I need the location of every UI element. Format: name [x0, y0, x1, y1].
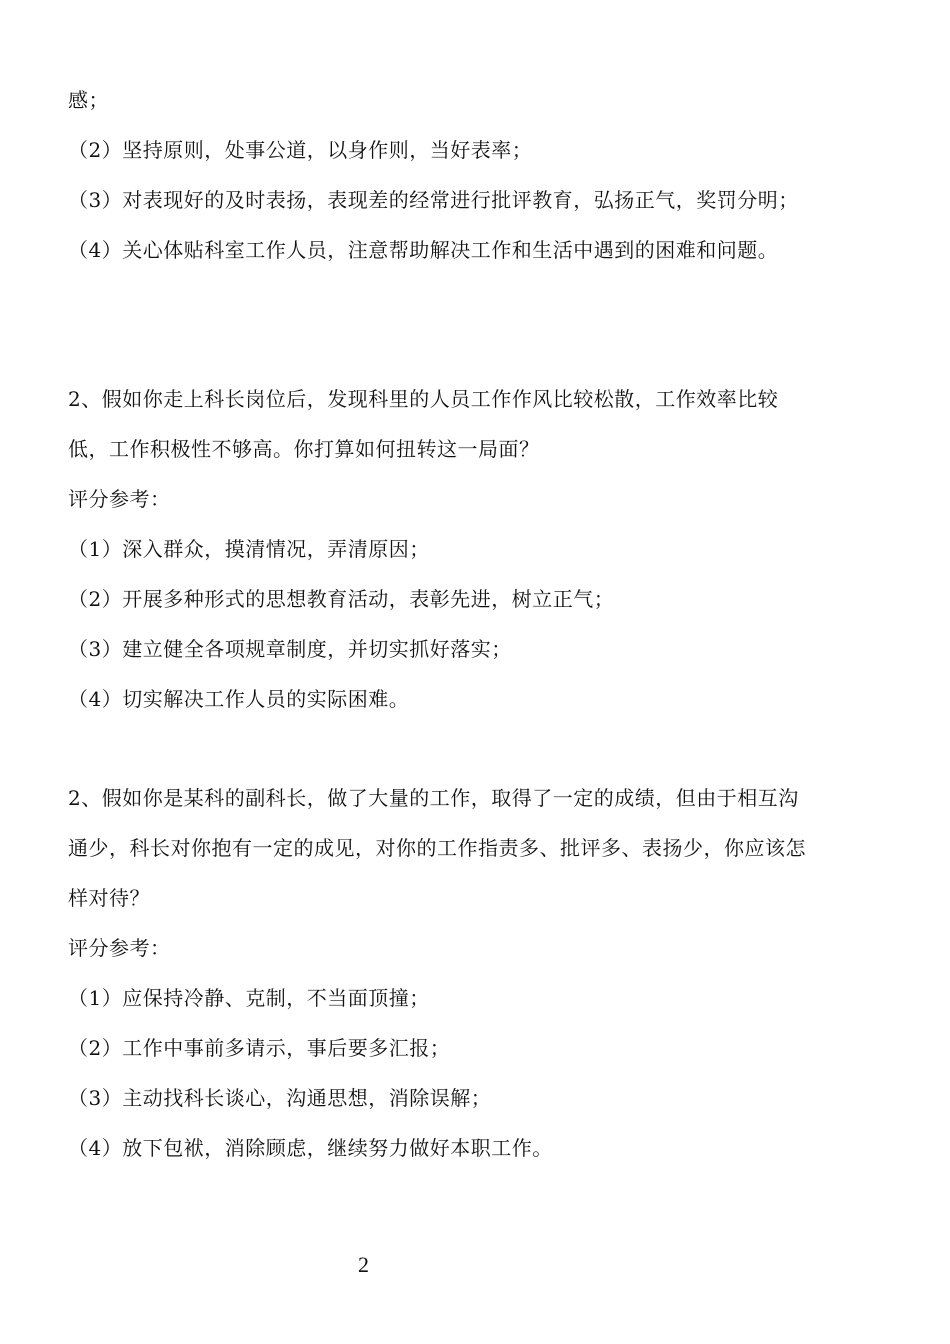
question-line: 样对待？: [68, 886, 150, 910]
question-line: 2、假如你走上科长岗位后，发现科里的人员工作作风比较松散，工作效率比较: [68, 387, 779, 411]
text-line: （2）开展多种形式的思想教育活动，表彰先进，树立正气；: [68, 587, 615, 611]
text-line: （2）坚持原则，处事公道，以身作则，当好表率；: [68, 138, 533, 162]
text-line: （1）应保持冷静、克制，不当面顶撞；: [68, 986, 430, 1010]
text-line: （1）深入群众，摸清情况，弄清原因；: [68, 537, 430, 561]
section-heading: 评分参考：: [68, 487, 171, 511]
text-line: 感；: [68, 88, 109, 112]
text-line: （3）主动找科长谈心，沟通思想，消除误解；: [68, 1086, 492, 1110]
question-line: 2、假如你是某科的副科长，做了大量的工作，取得了一定的成绩，但由于相互沟: [68, 786, 799, 810]
text-line: （3）建立健全各项规章制度，并切实抓好落实；: [68, 637, 512, 661]
question-line: 通少，科长对你抱有一定的成见，对你的工作指责多、批评多、表扬少，你应该怎: [68, 836, 806, 860]
page-number: 2: [358, 1252, 369, 1277]
text-line: （4）切实解决工作人员的实际困难。: [68, 687, 410, 711]
text-line: （4）放下包袱，消除顾虑，继续努力做好本职工作。: [68, 1136, 553, 1160]
text-line: （4）关心体贴科室工作人员，注意帮助解决工作和生活中遇到的困难和问题。: [68, 238, 779, 262]
text-line: （2）工作中事前多请示，事后要多汇报；: [68, 1036, 451, 1060]
section-heading: 评分参考：: [68, 936, 171, 960]
text-line: （3）对表现好的及时表扬，表现差的经常进行批评教育，弘扬正气，奖罚分明；: [68, 188, 799, 212]
question-line: 低，工作积极性不够高。你打算如何扭转这一局面？: [68, 437, 540, 461]
